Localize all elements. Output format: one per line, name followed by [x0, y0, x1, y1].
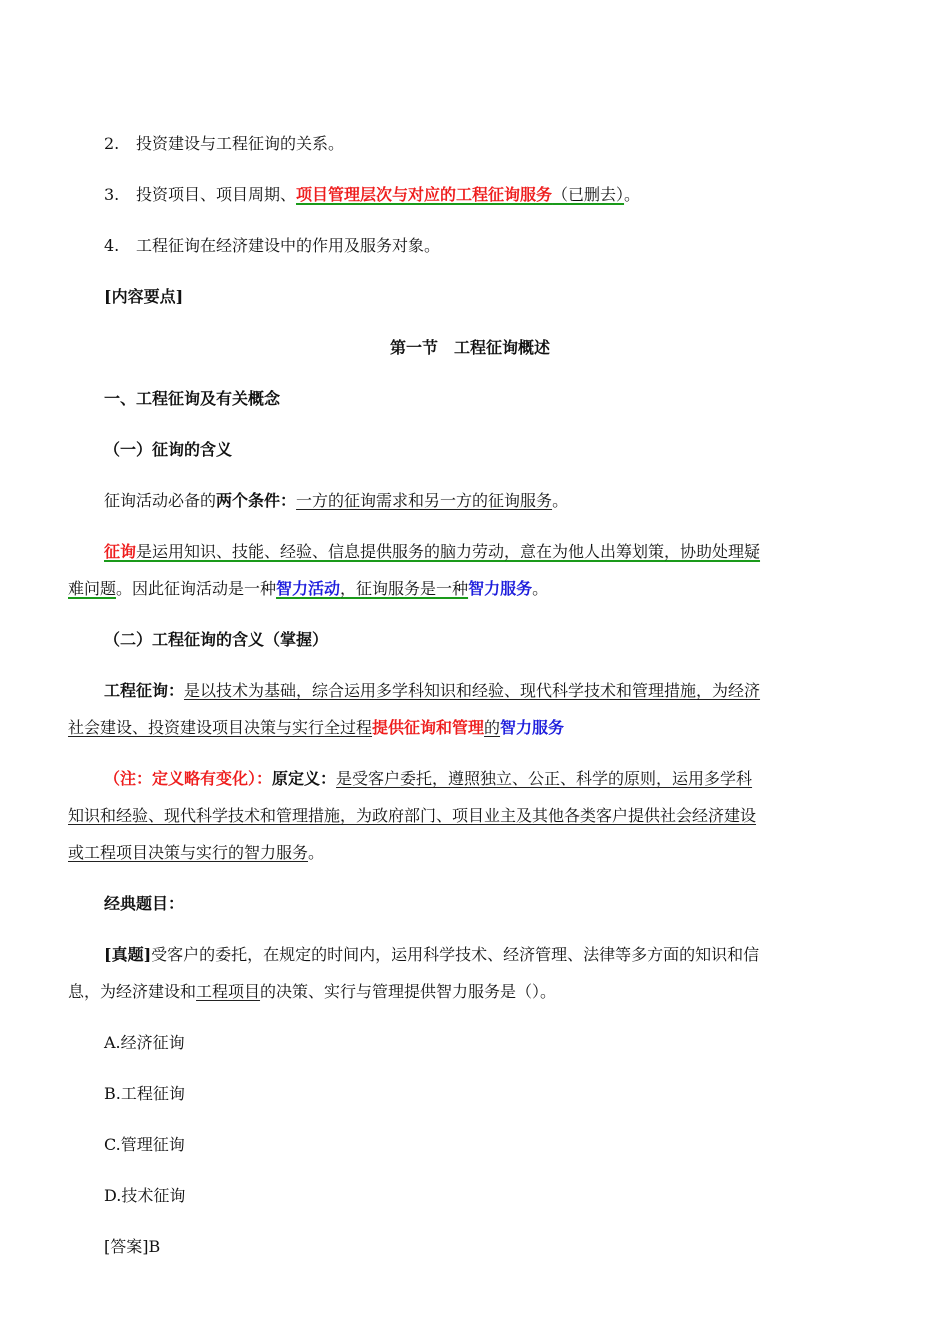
list-number: 4.	[104, 236, 120, 255]
underlined-text: 一方的征询需求和另一方的征询服务	[296, 491, 553, 510]
list-item-4	[104, 235, 844, 257]
paragraph-note-line-2	[68, 805, 848, 827]
question-tag: [真题]	[104, 945, 152, 964]
list-text: 投资项目、项目周期、	[136, 185, 297, 204]
term-intellectual-service: 智力服务	[500, 718, 565, 737]
paragraph-note-line-3	[68, 842, 848, 864]
underlined-text: ，征询服务是一种	[340, 579, 469, 598]
list-number: 3.	[104, 185, 120, 204]
text-run: 的	[484, 718, 501, 737]
paragraph-engineering-line-1	[104, 680, 844, 702]
text-run: 。	[552, 491, 569, 510]
text-run: 息，为经济建设和	[68, 982, 197, 1001]
subheading-1: （一）征询的含义	[104, 440, 233, 459]
option-a: A.经济征询	[104, 1033, 185, 1052]
text-run: 。	[308, 843, 325, 862]
term-intellectual-activity: 智力活动	[276, 579, 341, 598]
section-name: 工程征询概述	[454, 338, 551, 357]
question-line-1	[104, 944, 844, 966]
text-run: 受客户的委托，在规定的时间内，运用科学技术、经济管理、法律等多方面的知识和信	[151, 945, 760, 964]
option-b: B.工程征询	[104, 1084, 185, 1103]
paragraph-definition-line-1	[104, 541, 844, 563]
highlight-text: 提供征询和管理	[372, 718, 485, 737]
underlined-text: 是运用知识、技能、经验、信息提供服务的脑力劳动，意在为他人出筹划策，协助处理疑	[136, 542, 761, 561]
section-number: 第一节	[389, 338, 438, 357]
underlined-text: 难问题	[68, 579, 117, 598]
text-run: 。因此征询活动是一种	[116, 579, 277, 598]
term-intellectual-service: 智力服务	[468, 579, 533, 598]
underlined-text: 社会建设、投资建设项目决策与实行全过程	[68, 718, 373, 737]
list-text: 投资建设与工程征询的关系。	[136, 134, 345, 153]
text-run: 。	[532, 579, 549, 598]
original-definition-label: 原定义：	[272, 769, 337, 788]
term-engineering-consulting: 工程征询：	[104, 681, 185, 700]
option-d: D.技术征询	[104, 1186, 186, 1205]
paragraph-engineering-line-2	[68, 717, 848, 739]
paragraph-note-line-1	[104, 768, 844, 790]
heading-1: 一、工程征询及有关概念	[104, 389, 281, 408]
text-run: ：	[280, 491, 297, 510]
underlined-text: 工程项目	[196, 982, 261, 1001]
list-item-3	[104, 184, 844, 206]
bold-text: 两个条件	[216, 491, 281, 510]
text-run: 征询活动必备的	[104, 491, 217, 510]
list-text-end: 。	[624, 185, 641, 204]
note-label: （注：定义略有变化）：	[104, 769, 273, 788]
list-item-2	[104, 133, 844, 155]
answer-line: [答案]B	[104, 1237, 161, 1256]
underlined-text: 或工程项目决策与实行的智力服务	[68, 843, 309, 862]
highlight-text: 项目管理层次与对应的工程征询服务	[296, 185, 553, 204]
underlined-text: 是受客户委托，遵照独立、公正、科学的原则，运用多学科	[336, 769, 753, 788]
text-run: 的决策、实行与管理提供智力服务是（）。	[260, 982, 557, 1001]
underlined-text: 知识和经验、现代科学技术和管理措施，为政府部门、项目业主及其他各类客户提供社会经济建设	[68, 806, 757, 825]
deleted-note: （已删去）	[552, 185, 625, 204]
term-consulting: 征询	[104, 542, 137, 561]
subheading-2: （二）工程征询的含义（掌握）	[104, 630, 329, 649]
classic-questions-heading: 经典题目：	[104, 894, 185, 913]
paragraph-definition-line-2	[68, 578, 848, 600]
underlined-text: 是以技术为基础，综合运用多学科知识和经验、现代科学技术和管理措施，为经济	[184, 681, 761, 700]
section-title	[0, 337, 940, 359]
list-text: 工程征询在经济建设中的作用及服务对象。	[136, 236, 441, 255]
list-number: 2.	[104, 134, 120, 153]
content-points-label: [内容要点]	[104, 287, 184, 306]
option-c: C.管理征询	[104, 1135, 185, 1154]
question-line-2	[68, 981, 848, 1003]
paragraph-conditions	[104, 490, 844, 512]
